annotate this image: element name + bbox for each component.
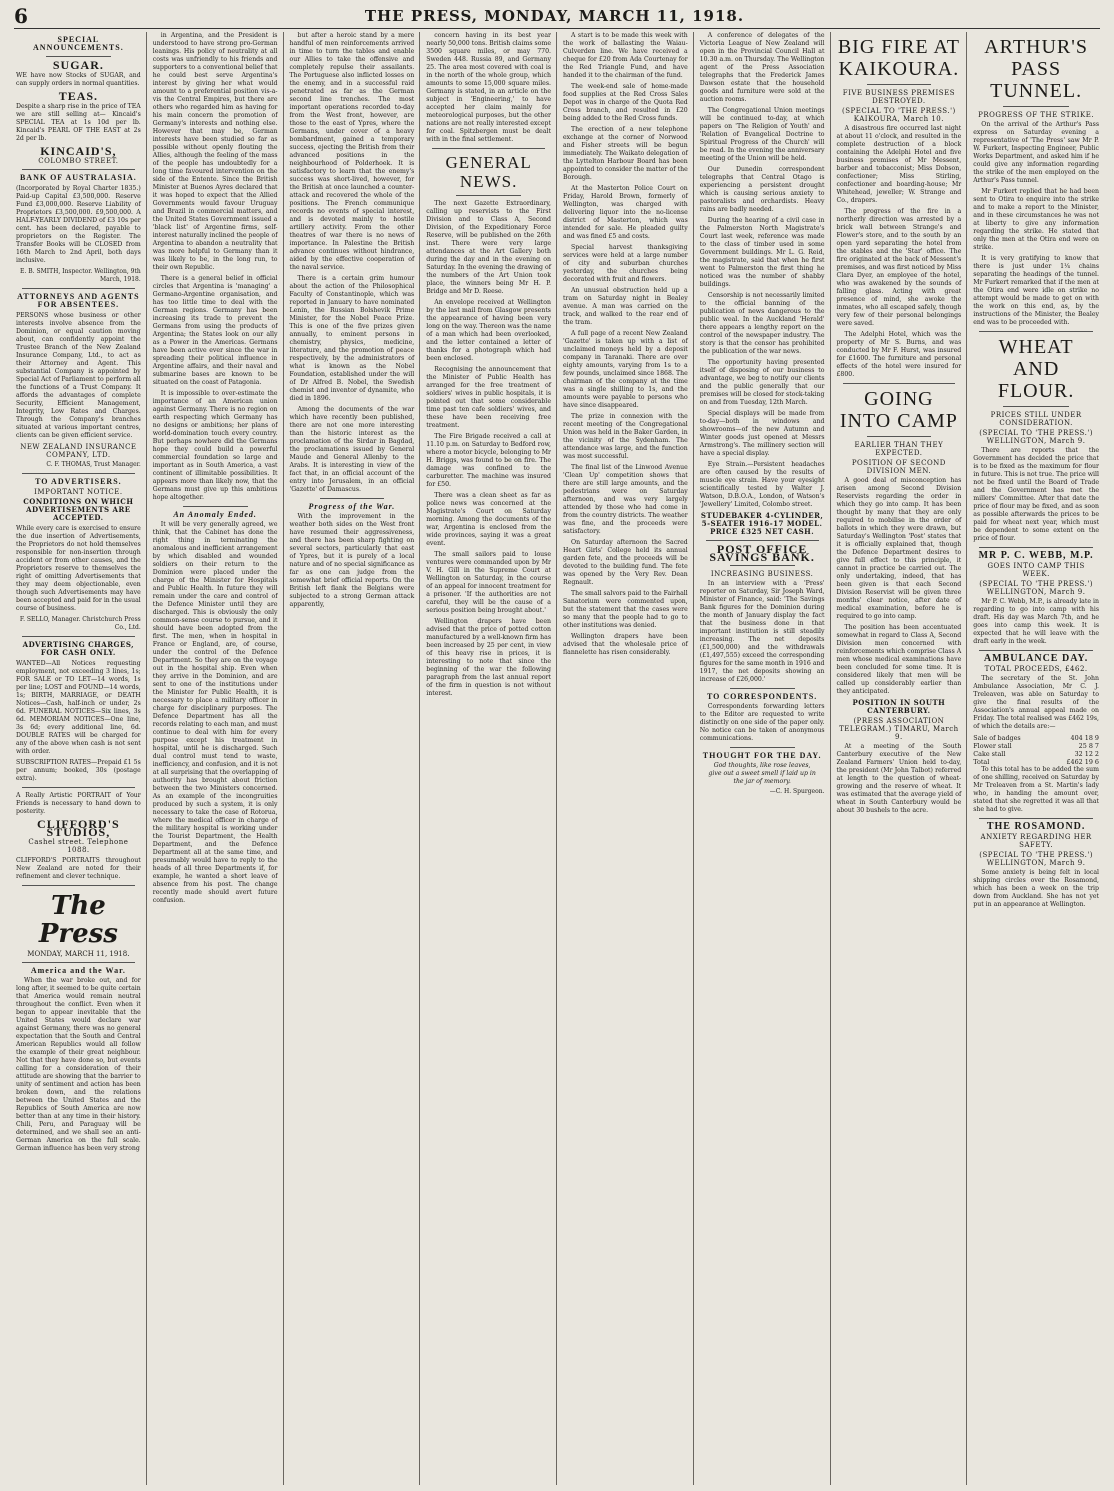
article-text: in Argentina, and the President is understood to have strong pro-German leanings. His policy of neutrality at all costs was unfriendly to his friends and supporters to a conventional belief that he could best serve Argentina's interest by giving her what would amount to a preferential position vis-a-vis the Central Empires, but there are others who regarded him as having for his main concern the promotion of Germany's interests and nothing else. However that may be, German interests have been studied so far as possible without openly flouting the Allies, although the feeling of the mass of the people has undoubtedly for a long time favoured intervention on the side of the Entente. Since the British Minister at Buenos Ayres declared that it was hoped to expect that the Allied Governments would favour Uruguay and Brazil in commercial matters, and the United States Government issued a 'black list' of Argentine firms, self-interest naturally inclined the people of Argentina to abandon a neutrality that was more helpful to Germany than it was likely to be, in the long run, to their own Republic. xyxy=(152,32,278,271)
proceeds-label: Cake stall xyxy=(973,750,1006,758)
ad-bank-title: BANK OF AUSTRALASIA. xyxy=(19,173,137,182)
column-7 xyxy=(835,32,968,1485)
page-number: 6 xyxy=(14,4,29,28)
subhead-progress-of-war: Progress of the War. xyxy=(308,502,396,511)
news-paragraph: Wellington drapers have been advised that the price of potted cotton manufactured by a well-known firm has been increased by 25 per cent, in view of this heavy rise in prices, it is interesting to note that since the beginning of the war the following paragraph from the last annual report of the firm in question is not without interest. xyxy=(426,618,551,697)
subhead: ANXIETY REGARDING HER SAFETY. xyxy=(980,833,1092,849)
article-text: A disastrous fire occurred last night at about 11 o'clock, and resulted in the complete destruction of a block containing the Adelphi Hotel and five business premises of Mr Messent, barber and tobacconist; Miss Dobson, confectioner; Miss Stirling, confectioner and boarding-house; Mr Whitehead, jeweller; W. Strange and Co., drapers. xyxy=(836,125,962,204)
article-text: At a meeting of the South Canterbury executive of the New Zealand Farmers' Union held to-day, the president (Mr John Talbot) referred at length to the question of wheat-growing and the reserve of wheat. It was estimated that the average yield of wheat in South Canterbury would be about 30 bushels to the acre. xyxy=(836,743,962,814)
subhead: POSITION IN SOUTH CANTERBURY. xyxy=(852,698,946,715)
article-text: The Adelphi Hotel, which was the property of Mr S. Burns, and was conducted by Mr F. Hurst, was insured for £1600. The furniture and personal effects of the hotel were insured for £800. xyxy=(836,331,962,378)
proceeds-row xyxy=(973,758,1099,766)
subhead: TOTAL PROCEEDS, £462. xyxy=(984,665,1088,673)
article-text: but after a heroic stand by a mere handful of men reinforcements arrived in time to turn the tables and enable our Allies to take the offensive and completely repulse their assailants. The Portuguese also inflicted losses on the enemy, and in a successful raid penetrated as far as the German second line trenches. The most important operations recorded to-day from the West front, however, are those to the east of Ypres, where the Germans, under cover of a heavy bombardment, gained a temporary success, ejecting the British from their advanced positions in the neighbourhood of Polderhoek. It is satisfactory to learn that the enemy's success was short-lived, however, for the British at once launched a counter-attack and recovered the whole of the positions. The French communique records no events of special interest, and is devoted mainly to hostile artillery activity. From the other theatres of war there is no news of importance. In Palestine the British advance continues without hindrance, aided by the effective cooperation of the naval service. xyxy=(289,32,415,271)
news-paragraph: The week-end sale of home-made food supplies at the Red Cross Sales Depot was in charge of the Quota Red Cross branch, and resulted in £20 being added to the Red Cross funds. xyxy=(563,83,688,122)
news-paragraph: The small salvors paid to the Fairhall Sanatorium were commented upon, but the statement that the cases were so many that the people had to go to other institutions was denied. xyxy=(563,590,688,629)
headline-going-into-camp: GOING INTO CAMP xyxy=(839,388,958,432)
news-paragraph: There was a clean sheet as far as police news was concerned at the Magistrate's Court on Saturday morning. Among the documents of the war, Argentina is enclosed from the wide provinces, saying it was a great event. xyxy=(426,492,551,547)
proceeds-row xyxy=(973,734,1099,742)
subscription-rates: SUBSCRIPTION RATES—Prepaid £1 5s per annum; booked, 30s (postage extra). xyxy=(16,759,141,782)
news-paragraph: Special harvest thanksgiving services were held at a large number of city and suburban churches yesterday, the churches being decorated with fruit and flowers. xyxy=(563,244,688,283)
article-text: Mr P. C. Webb, M.P., is already late in regarding to go into camp with his draft. His day was March 7th, and he goes into camp this week. It is expected that he will leave with the draft early in the week. xyxy=(973,598,1099,645)
subhead: PROGRESS OF THE STRIKE. xyxy=(978,111,1095,119)
subhead: FIVE BUSINESS PREMISES DESTROYED. xyxy=(842,89,956,105)
news-paragraph: The Congregational Union meetings will be continued to-day, at which papers on 'The Religion of Youth' and 'Relation of Evangelical Doctrine to Spiritual Progress of the Church' will be read. In the evening the anniversary meeting of the Union will be held. xyxy=(699,107,825,162)
headline-mr-webb: MR P. C. WEBB, M.P. xyxy=(978,550,1094,561)
charges-title: ADVERTISING CHARGES, FOR CASH ONLY. xyxy=(22,640,135,657)
article-text: The progress of the fire in a northerly direction was arrested by a brick wall between Strange's and Flower's store, and to the south by an open yard separating the hotel from the stables and the 'Star' office. The fire originated at the back of Messent's premises, and was first noticed by Miss Clara Dyer, an employee of the hotel, who was awakened by the sounds of falling glass. Acting with great presence of mind, she awoke the inmates, who all escaped safely, though very few of their personal belongings were saved. xyxy=(836,208,962,327)
news-paragraph: Censorship is not necessarily limited to the official banning of the publication of news dangerous to the public weal. In the Auckland 'Herald' there appears a lengthy report on the control of the newspaper industry. The story is that the censor has prohibited the publication of the war news. xyxy=(699,292,825,355)
column-4 xyxy=(424,32,557,1485)
dateline: (SPECIAL TO 'THE PRESS.') WELLINGTON, March 9. xyxy=(979,580,1093,596)
ad-nz-insurance: NEW ZEALAND INSURANCE COMPANY, LTD. xyxy=(20,443,137,459)
ad-attorney-title: ATTORNEYS AND AGENTS FOR ABSENTEES. xyxy=(17,292,140,309)
column-2 xyxy=(151,32,284,1485)
news-paragraph: A full page of a recent New Zealand 'Gazette' is taken up with a list of unclaimed moneys held by a deposit company in Taranaki. There are over eighty amounts, varying from 1s to a few pounds, unclaimed since 1868. The chairman of the company at the time was a single shilling to 1s, and the amounts were payable to persons who have since disappeared. xyxy=(563,330,688,409)
article-text: The position has been accentuated somewhat in regard to Class A, Second Division men concerned with reinforcements which comprise Class A men whose medical examinations have been concluded for some time. It is considered likely that men will be called up considerably earlier than they anticipated. xyxy=(836,624,962,695)
headline-big-fire: BIG FIRE AT KAIKOURA. xyxy=(837,36,960,80)
headline-ambulance-day: AMBULANCE DAY. xyxy=(983,653,1089,664)
ad-sugar-title: SUGAR. xyxy=(52,58,104,72)
news-paragraph: The next Gazette Extraordinary, calling up reservists to the First Division and to Class A, Second Division, of the Expeditionary Force Reserve, will be published on the 26th inst. There were very large attendances at the Art Gallery both during the day and in the evening on Saturday. In the evening the drawing of the numbers of the Art Union took place, the winners being Mr H. P. Bridge and Mr D. Reese. xyxy=(426,200,551,295)
thought-author: —C. H. Spurgeon. xyxy=(769,788,825,795)
article-text: It is impossible to over-estimate the importance of an American union against Germany. There is no region on earth respecting which Germany has no designs or ambitions; her plans of world-domination touch every country. But perhaps nowhere did the Germans hope they could build a powerful commercial foundation so large and important as in South America, a vast continent of illimitable possibilities. It appears more than likely now, that the Germans must give up this ambitious hope altogether. xyxy=(152,390,278,501)
article-text: The secretary of the St. John Ambulance Association, Mr C. J. Treleaven, was able on Saturday to give the final results of the Association's annual appeal made on Friday. The total realised was £462 19s, of which the details are:— xyxy=(973,675,1099,730)
proceeds-value: 25 8 7 xyxy=(1078,742,1099,750)
savings-subtitle: INCREASING BUSINESS. xyxy=(710,570,814,578)
column-3 xyxy=(288,32,421,1485)
editorial-title: America and the War. xyxy=(30,966,126,975)
column-8 xyxy=(971,32,1104,1485)
article-text: There are reports that the Government has decided the price that is to be fixed as the maximum for flour in future. This is not true. The price will not be fixed until the Board of Trade and the Government has met the millers' Committee. After that date the price of flour may be fixed, and as soon as possible afterwards the prices to be paid for wheat next year, which must be dependent to some extent on the price of flour. xyxy=(973,447,1099,542)
news-paragraph: The opportunity having presented itself of disposing of our business to advantage, we beg to notify our clients and the public generally that our premises will be closed for stock-taking on and from Tuesday, 12th March. xyxy=(699,359,825,406)
ad-kincaid-name: KINCAID'S, xyxy=(40,144,117,158)
news-paragraph: The small sailors paid to louse ventures were commanded upon by Mr V. H. Gill in the Supreme Court at Wellington on Saturday, in the course of an appeal for innocent treatment for a prisoner. 'If the authorities are not careful, they will be the cause of a serious position being brought about.' xyxy=(426,551,551,614)
notice-signature: F. SELLO, Manager. Christchurch Press Co., Ltd. xyxy=(19,616,141,631)
proceeds-label: Sale of badges xyxy=(973,734,1021,742)
subhead: GOES INTO CAMP THIS WEEK. xyxy=(987,562,1085,578)
headline-rosamond: THE ROSAMOND. xyxy=(986,821,1086,832)
article-text: On the arrival of the Arthur's Pass express on Saturday evening a representative of 'The Press' saw Mr P. W. Furkert, Inspecting Engineer, Public Works Department, and asked him if he could give any information regarding the strike of the men employed on the Arthur's Pass tunnel. xyxy=(973,121,1099,184)
proceeds-value: £462 19 6 xyxy=(1066,758,1099,766)
article-text: Among the documents of the war which have recently been published, there are not one more interesting than the historic interest as the proclamation of the Sirdar in Bagdad, the proclamations issued by General Maude and General Allenby to the Arabs. It is interesting in view of the fact that, in an official account of the entry into Jerusalem, in an official 'Gazette' of Damascus. xyxy=(289,406,415,493)
section-title: SPECIAL ANNOUNCEMENTS. xyxy=(33,35,124,52)
proceeds-value: 32 12 2 xyxy=(1074,750,1099,758)
masthead-title: THE PRESS, MONDAY, MARCH 11, 1918. xyxy=(364,7,745,25)
headline-arthurs-pass: ARTHUR'S PASS TUNNEL. xyxy=(984,36,1088,102)
dateline: (SPECIAL TO 'THE PRESS.') KAIKOURA, March 10. xyxy=(841,107,956,123)
news-paragraph: Eye Strain.—Persistent headaches are often caused by the results of muscle eye strain. Have your eyesight scientifically tested by Walter J. Watson, D.B.O.A., London, of Watson's 'Jewellery' Limited, Colombo street. xyxy=(699,461,825,508)
ad-bank-signature: E. B. SMITH, Inspector. Wellington, 9th March, 1918. xyxy=(20,268,141,283)
news-paragraph: Special displays will be made from to-day—both in windows and showrooms—of the new Autumn and Winter goods just opened at Messrs Armstrong's. The millinery section will have a special display. xyxy=(699,410,825,457)
proceeds-table xyxy=(973,734,1099,766)
news-paragraph: During the hearing of a civil case in the Palmerston North Magistrate's Court last week, reference was made to the class of timber used in some Government buildings. Mr L. G. Reid, the magistrate, said that when he first went to Palmerston the first thing he noticed was the number of shabby buildings. xyxy=(699,217,825,288)
news-paragraph: An envelope received at Wellington by the last mail from Glasgow presents the appearance of having been very long on the way. Thereon was the name of a man which had been overlooked, and the letter contained a letter of thanks for a photograph which had been enclosed. xyxy=(426,299,551,362)
ad-clifford-text: CLIFFORD'S PORTRAITS throughout New Zealand are noted for their refinement and clever technique. xyxy=(16,857,141,880)
notice-title: TO ADVERTISERS. xyxy=(35,477,122,486)
masthead xyxy=(14,4,1100,29)
article-text: There is a certain grim humour about the action of the Philosophical Faculty of Constantinople, which was reported in January to have nominated Lenin, the Russian Bolshevik Prime Minister, for the Nobel Peace Prize. This is one of the five prizes given annually, to eminent persons in chemistry, physics, medicine, literature, and the promotion of peace respectively, by the administrators of what is known as the Nobel Foundation, established under the will of Dr Alfred B. Nobel, the Swedish chemist and inventor of dynamite, who died in 1896. xyxy=(289,275,415,402)
columns xyxy=(14,32,1104,1485)
dateline: (SPECIAL TO 'THE PRESS.') WELLINGTON, March 9. xyxy=(979,429,1093,445)
charges-text: WANTED—All Notices requesting employment, not exceeding 3 lines, 1s; FOR SALE or TO LET—14 words, 1s per line; LOST and FOUND—14 words, 1s; BIRTH, MARRIAGE, or DEATH Notices—Cash, half-inch or under, 2s 6d. FUNERAL NOTICES—Six lines, 3s 6d. MEMORIAM NOTICES—One line, 3s 6d; every additional line, 6d. DOUBLE RATES will be charged for any of the above when cash is not sent with order. xyxy=(16,660,141,755)
flag-date: MONDAY, MARCH 11, 1918. xyxy=(27,950,130,958)
ad-nz-insurance-signature: C. F. THOMAS, Trust Manager. xyxy=(46,461,141,468)
ad-clifford-address: Cashel street. Telephone 1088. xyxy=(28,838,129,854)
article-text: To this total has to be added the sum of one shilling, received on Saturday by Mr Treleaven from a St. Martin's lady who, in handing the amount over, stated that she regretted it was all that she had to give. xyxy=(973,766,1099,813)
column-6 xyxy=(698,32,831,1485)
notice-heading: CONDITIONS ON WHICH ADVERTISEMENTS ARE ACCEPTED. xyxy=(23,497,134,522)
ad-bank-text: (Incorporated by Royal Charter 1835.) Paid-up Capital £3,500,000. Reserve Fund £3,000,000. Reserve Liability of Proprietors £3,500,000. £9,500,000. A HALF-YEARLY DIVIDEND of £3 10s per cent. has been declared, payable to proprietors on the Register. The Transfer Books will be CLOSED from 16th March to 2nd April, both days inclusive. xyxy=(16,185,141,264)
ad-clifford-title: CLIFFORD'S STUDIOS, xyxy=(37,817,120,839)
news-paragraph: The erection of a new telephone exchange at the corner of Norwood and Fisher streets will be begun immediately. The Waikato delegation of the Lyttelton Harbour Board has been appointed to consider the matter of the Borough. xyxy=(563,126,688,181)
ad-kincaid-address: COLOMBO STREET. xyxy=(38,157,119,165)
headline-wheat-and-flour: WHEAT AND FLOUR. xyxy=(997,336,1075,402)
proceeds-label: Flower stall xyxy=(973,742,1012,750)
thought-title: THOUGHT FOR THE DAY. xyxy=(702,751,822,760)
article-text: There is a general belief in official circles that Argentina is 'managing' a Germano-Argentine organisation, and has too little time to deal with the German regions. Germany has been increasing its trade to prevent the Germans from using the products of Argentina; the States look on our ally as a Power in the Americas. Germans have been active ever since the war in spreading their political influence in Argentine affairs, and their naval and submarine bases are known to be situated on the coast of Patagonia. xyxy=(152,275,278,386)
subhead-anomaly-ended: An Anomaly Ended. xyxy=(173,510,257,519)
news-paragraph: In an interview with a 'Press' reporter on Saturday, Sir Joseph Ward, Minister of Finance, said: 'The Savings Bank figures for the Dominion during the month of January display the fact that the business done in that important institution is still steadily increasing. The net deposits (£1,500,000) and the withdrawals (£1,497,555) exceed the corresponding figures for the same month in 1916 and 1917, the net deposits showing an increase of £26,000.' xyxy=(699,580,825,683)
ad-sugar-text: WE have now Stocks of SUGAR, and can supply orders in normal quantities. xyxy=(16,72,141,87)
article-text: Mr Furkert replied that he had been sent to Otira to enquire into the strike and to make a report to the Minister, and in these circumstances he was not at liberty to give any information regarding the strike. He stated that only the men at the Otira end were on strike. xyxy=(973,188,1099,251)
thought-text: God thoughts, like rose leaves, give out a sweet smell if laid up in the jar of memory. xyxy=(708,762,816,785)
ad-teas-title: TEAS. xyxy=(58,89,99,103)
article-text: Some anxiety is being felt in local shipping circles over the Rosamond, which has been a week on the trip down from Auckland. She has not yet put in an appearance at Wellington. xyxy=(973,869,1099,908)
news-paragraph: Recognising the announcement that the Minister of Public Health has arranged for the free treatment of soldiers' wives in public hospitals, it is pointed out that some considerable time past ten cafe soldiers' wives, and these have been receiving free treatment. xyxy=(426,366,551,429)
correspondents-title: TO CORRESPONDENTS. xyxy=(706,692,818,701)
column-1 xyxy=(14,32,147,1485)
ad-teas-text: Despite a sharp rise in the price of TEA we are still selling at— Kincaid's SPECIAL TEA at 1s 10d per lb. Kincaid's PEARL OF THE EAST at 2s 2d per lb. xyxy=(16,103,141,142)
section-general-news: GENERAL NEWS. xyxy=(445,153,532,191)
article-text: It is very gratifying to know that there is just under 1¼ chains separating the headings of the tunnel. Mr Furkert remarked that if the men at the Otira end were idle on strike no attempt would be made to get on with the work on this end, as, by the instructions of the Minister, the Bealey end was to be proceeded with. xyxy=(973,255,1099,326)
article-text: It will be very generally agreed, we think, that the Cabinet has done the right thing in terminating the anomalous and inefficient arrangement by which disabled and wounded soldiers on their return to the Dominion were placed under the charge of the Minister for Hospitals and Public Health. In future they will remain under the care and control of the Defence Minister until they are discharged. This is obviously the only common-sense course to pursue, and it should have been adopted from the first. The men, when in hospital in France or England, are, of course, under the control of the Defence Department. So they are on the voyage out in the hospital ship. Even when they arrive in the Dominion, and are sent to one of the institutions under the Minister for Public Health, it is necessary to place a military officer in charge for disciplinary purposes. The Defence Department has all the records relating to each man, and must continue to deal with him for every purpose except his treatment in hospital, until he is discharged. Such dual control must tend to waste, inefficiency, and confusion, and it is not at all surprising that the overlapping of authority has brought about friction between the two Ministers concerned. As an example of the incongruities produced by such a system, it is only necessary to take the case of Rotorua, where the medical officer in charge of the military hospital is working under the Tourist Department, the Health Department, and the Defence Department all at the same time, and presumably would have to reply to the heads of all three Departments if, for example, he wanted a short leave of absence from his post. The change recently made should avert future confusion. xyxy=(152,521,278,904)
ad-clifford-intro: A Really Artistic PORTRAIT of Your Friends is necessary to hand down to posterity. xyxy=(16,792,141,815)
correspondents-text: Correspondents forwarding letters to the Editor are requested to write distinctly on one side of the paper only. No notice can be taken of anonymous communications. xyxy=(699,703,825,742)
subhead: PRICES STILL UNDER CONSIDERATION. xyxy=(990,411,1082,427)
notice-subtitle: IMPORTANT NOTICE. xyxy=(34,488,123,496)
ad-studebaker: STUDEBAKER 4-CYLINDER, 5-SEATER 1916-17 MODEL. PRICE £325 NET CASH. xyxy=(700,511,824,536)
subhead: EARLIER THAN THEY EXPECTED. xyxy=(854,441,944,457)
article-text: With the improvement in the weather both sides on the West front have resumed their aggressiveness, and there has been sharp fighting on several sectors, particularly that east of Ypres, but it is purely of a local nature and of no special significance as far as one can judge from the somewhat brief official reports. On the British left flank the Belgians were subjected to a strong German attack apparently, xyxy=(289,513,415,608)
dateline: (PRESS ASSOCIATION TELEGRAM.) TIMARU, March 9. xyxy=(839,717,959,741)
notice-text: While every care is exercised to ensure the due insertion of Advertisements, the Proprietors do not hold themselves responsible for non-insertion through accident or from other causes, and the Proprietors reserve to themselves the right of omitting Advertisements that they may deem objectionable, even though such Advertisements may have been accepted and paid for in the usual course of business. xyxy=(16,525,141,612)
article-text: A good deal of misconception has arisen among Second Division Reservists regarding the order in which they go into camp. It has been thought by many that they are only required to mobilise in the order of ballots in which they were drawn, but Saturday's Wellington 'Post' states that it is officially explained that, though the Defence Department desires to give full effect to this principle, it cannot in practice be carried out. The only undertaking, indeed, that has been given is that each Second Division Reservist will be given three months' clear notice, after date of medical examination, before he is required to go into camp. xyxy=(836,477,962,620)
section-post-office-savings-bank: POST OFFICE SAVINGS BANK. xyxy=(709,542,815,564)
proceeds-value: 404 18 9 xyxy=(1070,734,1099,742)
news-paragraph: Wellington drapers have been advised that the wholesale price of flannelette has risen considerably. xyxy=(563,633,688,656)
news-paragraph: The final list of the Linwood Avenue 'Clean Up' competition shows that there are still large amounts, and the pedestrians were on Saturday afternoon, and was very largely attended by those who had come in from the country districts. The weather was fine, and the proceeds were satisfactory. xyxy=(563,464,688,535)
news-paragraph: On Saturday afternoon the Sacred Heart Girls' College held its annual garden fete, and the proceeds will be devoted to the building fund. The fete was opened by the Very Rev. Dean Regnault. xyxy=(563,539,688,586)
news-paragraph: A conference of delegates of the Victoria League of New Zealand will open in the Provincial Council Hall at 10.30 a.m. on Thursday. The Wellington agent of the Press Association telegraphs that the Frederick James Dawson estate that the household goods and furniture were sold at the auction rooms. xyxy=(699,32,825,103)
article-text: concern having in its best year nearly 50,000 tons. British claims some 3500 square miles, or may 770. Sweden 448. Russia 89, and Germany 25. The area most covered with coal is in the north of the whole group, which amounts to some 15,000 square miles. Germany is stated, in an article on the subject in 'Engineering,' to have accepted her claim mainly for meteorological purposes, but the other nations are not really interested except for coal. Spitzbergen must be dealt with in the final settlement. xyxy=(426,32,551,143)
news-paragraph: An unusual obstruction held up a tram on Saturday night in Bealey avenue. A man was carried on the track, and walked to the rear end of the tram. xyxy=(563,287,688,326)
news-paragraph: The prize in connexion with the recent meeting of the Congregational Union was held in the Baker Garden, in the vicinity of the Sydenham. The attendance was large, and the function was most successful. xyxy=(563,413,688,460)
news-paragraph: Our Dunedin correspondent telegraphs that Central Otago is experiencing a persistent drought which is causing serious anxiety to pastoralists and orchardists. Heavy rains are badly needed. xyxy=(699,166,825,213)
proceeds-row xyxy=(973,742,1099,750)
news-paragraph: A start is to be made this week with the work of ballasting the Waiau-Culverden line. We have received a cheque for £20 from Ada Courtenay for the Red Triangle Fund, and have handed it to the chairman of the fund. xyxy=(563,32,688,79)
news-paragraph: At the Masterton Police Court on Friday, Harold Brown, formerly of Wellington, was charged with delivering liquor into the no-license district of Masterton, which was intended for sale. He pleaded guilty and was fined £5 and costs. xyxy=(563,185,688,240)
newspaper-flag: The Press xyxy=(38,891,118,949)
dateline: (SPECIAL TO 'THE PRESS.') WELLINGTON, March 9. xyxy=(979,851,1093,867)
ad-attorney-text: PERSONS whose business or other interests involve absence from the Dominion, or equal caution moving about, can confidently appoint the Trustee Branch of the New Zealand Insurance Company, Ltd., to act as their Attorney and Agent. This substantial Company is appointed by Special Act of Parliament to perform all the functions of a Trust Company. It affords the advantages of complete Security, Efficient Management, Integrity, Low Rates and Charges. Through the Company's branches situated at various important centres, clients can be given efficient service. xyxy=(16,312,141,439)
news-paragraph: The Fire Brigade received a call at 11.10 p.m. on Saturday to Bedford row, where a motor bicycle, belonging to Mr H. Briggs, was found to be on fire. The damage was confined to the carburetter. The machine was insured for £50. xyxy=(426,433,551,488)
proceeds-row xyxy=(973,750,1099,758)
editorial-text: When the war broke out, and for long after, it seemed to be quite certain that America would remain neutral throughout the conflict. Even when it began to appear inevitable that the United States would declare war against Germany, there was no general expectation that the South and Central American Republics would all follow the example of their great neighbour. Not that they have done so, but events calling for a consideration of their attitude are showing that the barrier to unity of sentiment and action has been broken down, and the relations between the United States and the Republics of South America are now better than at any time in their history. Chili, Peru, and Paraguay will be determined, and we shall see an anti-German America on the full scale. German influence has been very strong xyxy=(16,977,141,1152)
proceeds-label: Total xyxy=(973,758,990,766)
column-5 xyxy=(561,32,694,1485)
subhead: POSITION OF SECOND DIVISION MEN. xyxy=(851,459,946,475)
